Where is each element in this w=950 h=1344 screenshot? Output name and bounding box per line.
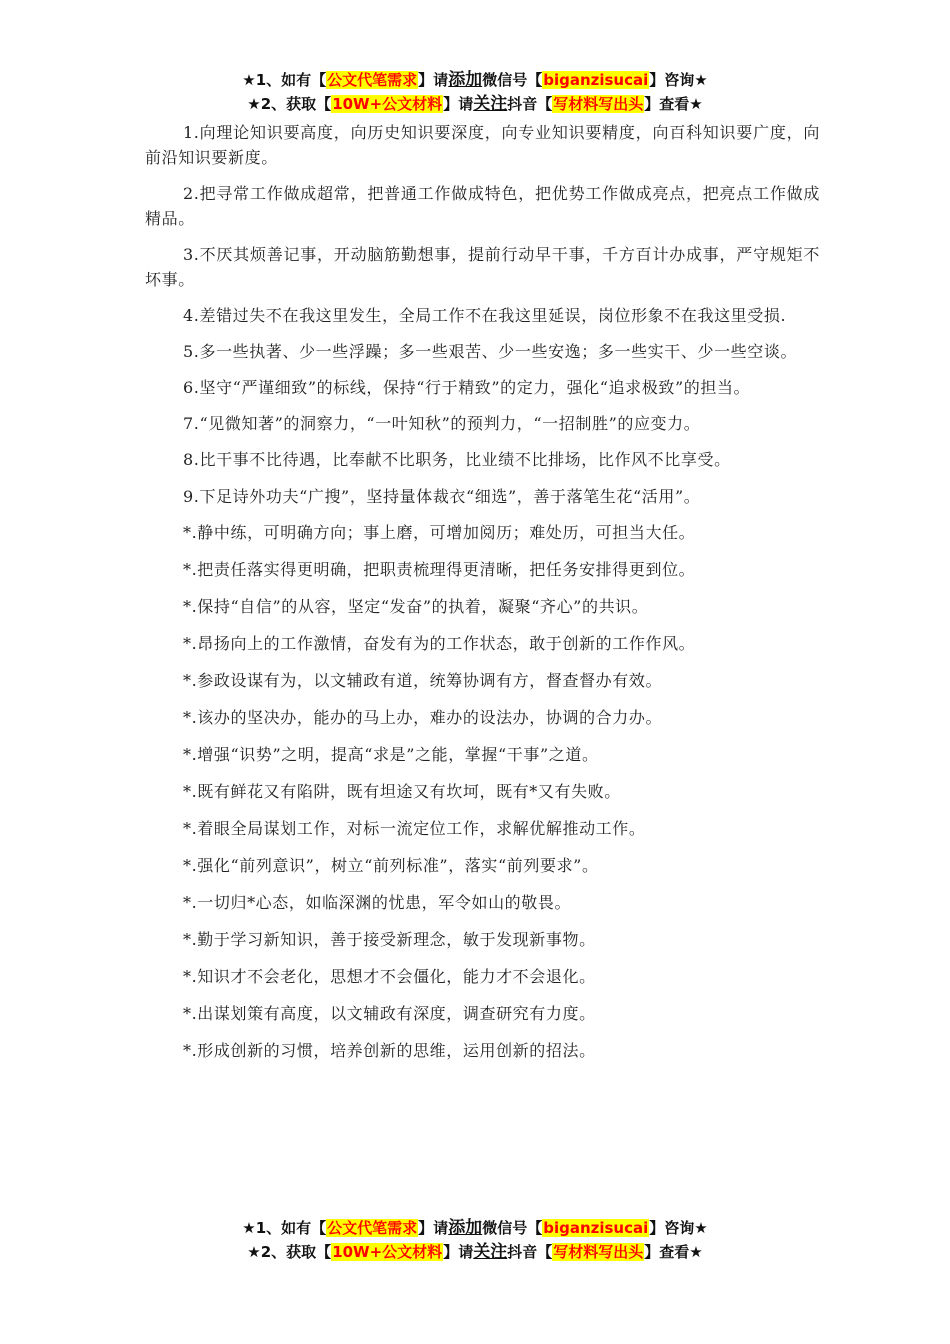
paragraph: *.知识才不会老化，思想才不会僵化，能力才不会退化。 <box>183 967 596 986</box>
highlight-douyin: 写材料写出头 <box>553 95 644 113</box>
paragraph: *.该办的坚决办，能办的马上办，难办的设法办，协调的合力办。 <box>183 708 663 727</box>
banner-line-2: ★2、获取【10W+公文材料】请关注抖音【写材料写出头】查看★ <box>247 1242 703 1262</box>
paragraph: *.勤于学习新知识，善于接受新理念，敏于发现新事物。 <box>183 930 596 949</box>
paragraph: *.出谋划策有高度，以文辅政有深度，调查研究有力度。 <box>183 1004 596 1023</box>
highlight-materials: 10W+公文材料 <box>332 95 443 113</box>
paragraph: *.参政设谋有为，以文辅政有道，统筹协调有方，督查督办有效。 <box>183 671 663 690</box>
banner-line-1: ★1、如有【公文代笔需求】请添加微信号【biganzisucai】咨询★ <box>242 70 708 90</box>
paragraph: *.保持“自信”的从容，坚定“发奋”的执着，凝聚“齐心”的共识。 <box>183 597 649 616</box>
highlight-service: 公文代笔需求 <box>327 71 418 89</box>
paragraph: 5.多一些执著、少一些浮躁；多一些艰苦、少一些安逸；多一些实干、少一些空谈。 <box>183 342 798 361</box>
document-body <box>145 120 820 1075</box>
paragraph: 7.“见微知著”的洞察力，“一叶知秋”的预判力，“一招制胜”的应变力。 <box>183 414 701 433</box>
banner-line-2: ★2、获取【10W+公文材料】请关注抖音【写材料写出头】查看★ <box>247 94 703 114</box>
banner-line-1: ★1、如有【公文代笔需求】请添加微信号【biganzisucai】咨询★ <box>242 1218 708 1238</box>
paragraph: *.强化“前列意识”，树立“前列标准”，落实“前列要求”。 <box>183 856 599 875</box>
paragraph: *.一切归*心态，如临深渊的忧患，军令如山的敬畏。 <box>183 893 572 912</box>
header-banner <box>0 68 950 116</box>
footer-banner <box>0 1216 950 1264</box>
paragraph: 2.把寻常工作做成超常，把普通工作做成特色，把优势工作做成亮点，把亮点工作做成精品。 <box>145 184 820 228</box>
paragraph: 3.不厌其烦善记事，开动脑筋勤想事，提前行动早干事，千方百计办成事，严守规矩不坏事。 <box>145 245 820 289</box>
paragraph: *.把责任落实得更明确，把职责梳理得更清晰，把任务安排得更到位。 <box>183 560 696 579</box>
paragraph: *.静中练，可明确方向；事上磨，可增加阅历；难处历，可担当大任。 <box>183 523 696 542</box>
highlight-service: 公文代笔需求 <box>327 1219 418 1237</box>
paragraph: 8.比干事不比待遇，比奉献不比职务，比业绩不比排场，比作风不比享受。 <box>183 450 731 469</box>
highlight-materials: 10W+公文材料 <box>332 1243 443 1261</box>
highlight-wechat-id: biganzisucai <box>543 71 649 89</box>
paragraph: 6.坚守“严谨细致”的标线，保持“行于精致”的定力，强化“追求极致”的担当。 <box>183 378 751 397</box>
highlight-wechat-id: biganzisucai <box>543 1219 649 1237</box>
paragraph: *.既有鲜花又有陷阱，既有坦途又有坎坷，既有*又有失败。 <box>183 782 621 801</box>
paragraph: 4.差错过失不在我这里发生，全局工作不在我这里延误，岗位形象不在我这里受损. <box>183 306 787 325</box>
paragraph: *.形成创新的习惯，培养创新的思维，运用创新的招法。 <box>183 1041 596 1060</box>
paragraph: *.昂扬向上的工作激情，奋发有为的工作状态，敢于创新的工作作风。 <box>183 634 696 653</box>
paragraph: 1.向理论知识要高度，向历史知识要深度，向专业知识要精度，向百科知识要广度，向前沿知识要新度。 <box>145 123 820 167</box>
paragraph: *.增强“识势”之明，提高“求是”之能，掌握“干事”之道。 <box>183 745 599 764</box>
highlight-douyin: 写材料写出头 <box>553 1243 644 1261</box>
paragraph: 9.下足诗外功夫“广搜”，坚持量体裁衣“细选”，善于落笔生花“活用”。 <box>183 487 701 506</box>
paragraph: *.着眼全局谋划工作，对标一流定位工作，求解优解推动工作。 <box>183 819 646 838</box>
